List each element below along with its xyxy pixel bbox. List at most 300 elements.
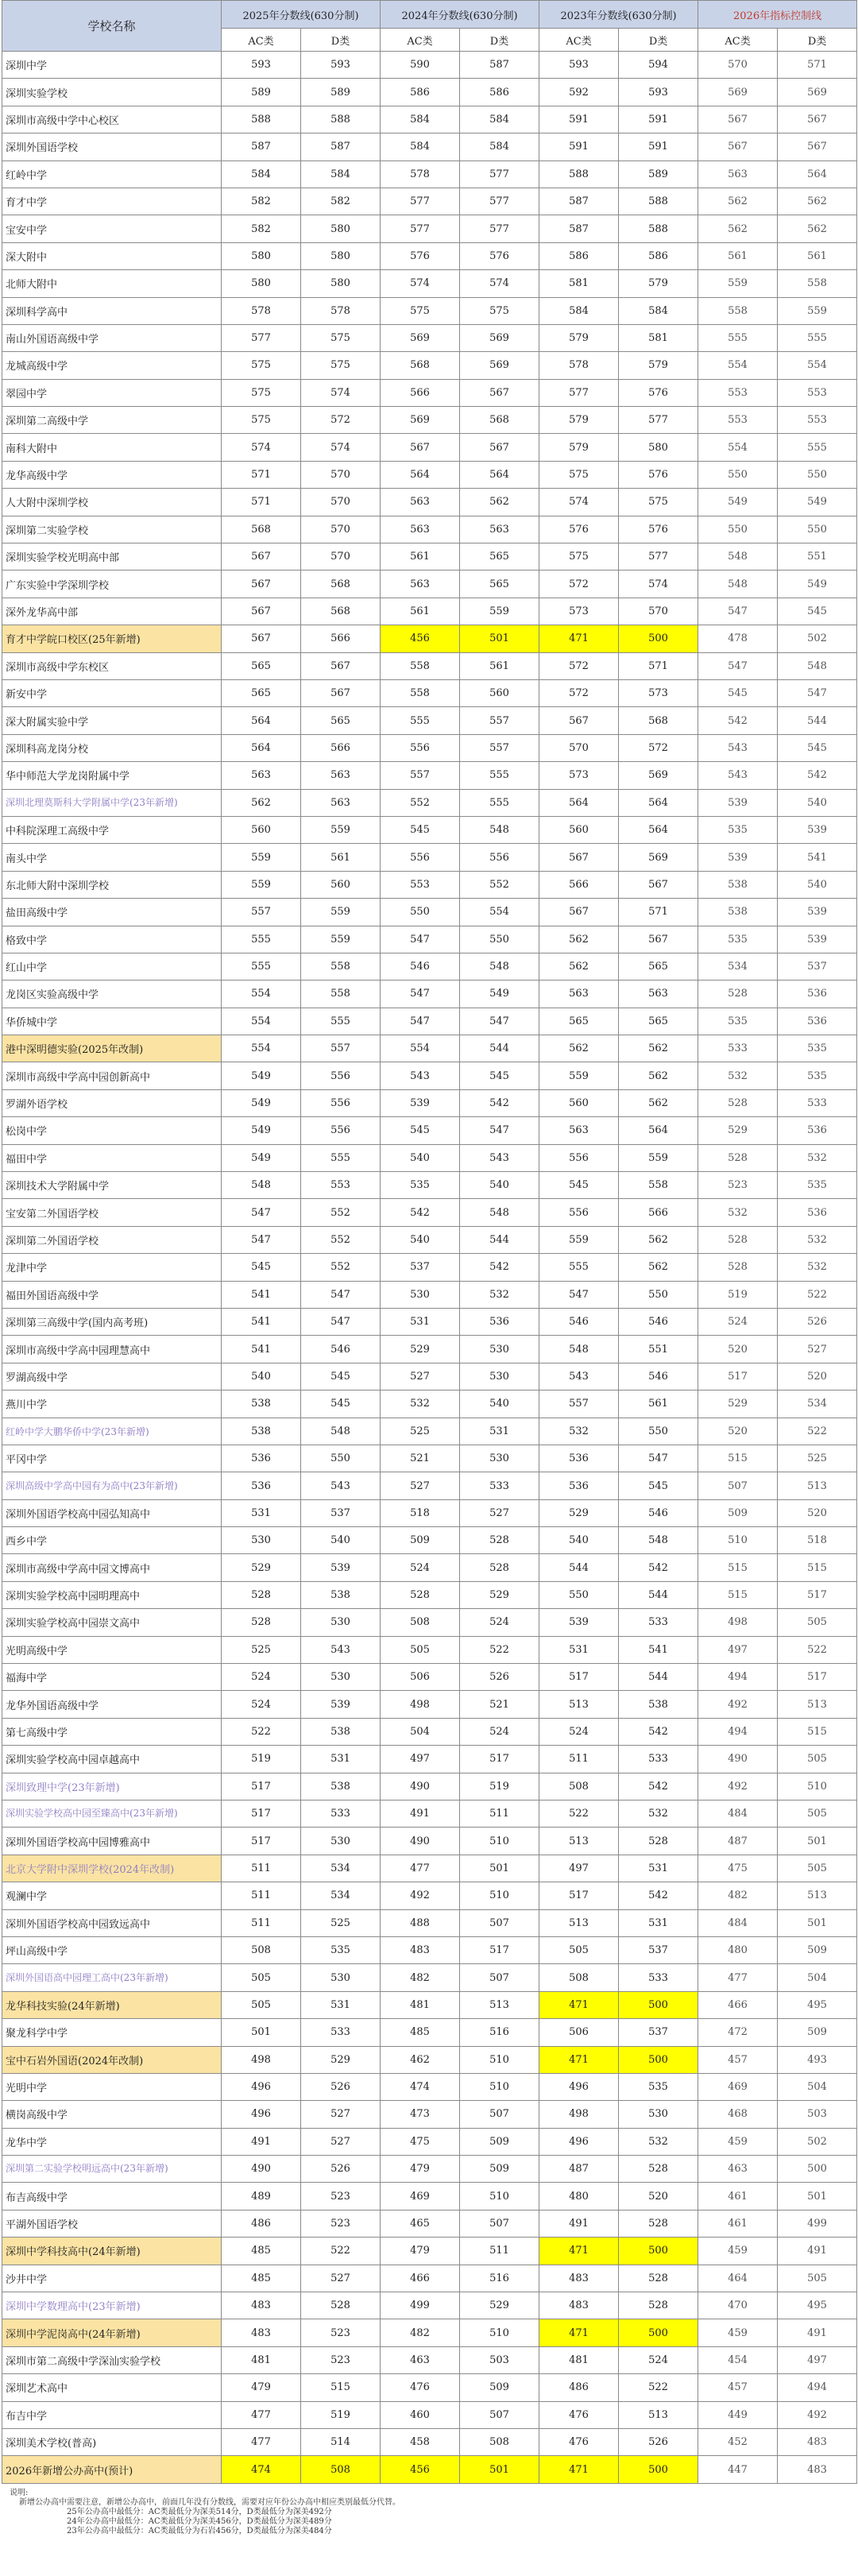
score-cell: 522 (619, 2374, 698, 2401)
score-cell: 589 (619, 161, 698, 188)
table-row (2, 215, 857, 242)
score-cell: 569 (460, 352, 539, 379)
score-cell: 558 (301, 981, 381, 1008)
score-cell: 504 (381, 1718, 460, 1745)
score-cell: 530 (301, 1964, 381, 1991)
score-cell: 493 (778, 2046, 857, 2073)
score-cell: 530 (222, 1527, 301, 1554)
table-row (2, 1718, 857, 1745)
score-cell: 577 (460, 188, 539, 215)
score-cell: 530 (301, 1828, 381, 1855)
score-cell: 568 (619, 707, 698, 734)
subheader-d: D类 (619, 29, 698, 52)
score-cell: 566 (381, 379, 460, 406)
score-cell: 510 (778, 1773, 857, 1800)
score-cell: 575 (381, 297, 460, 324)
score-cell: 498 (539, 2101, 619, 2128)
score-cell: 548 (698, 571, 778, 598)
score-cell: 587 (222, 133, 301, 161)
score-cell: 574 (539, 489, 619, 516)
score-cell: 527 (778, 1336, 857, 1363)
school-name-cell: 华中师范大学龙岗附属中学 (2, 762, 222, 789)
school-name-cell: 翠园中学 (2, 379, 222, 406)
score-cell: 533 (778, 1089, 857, 1116)
score-cell: 479 (381, 2238, 460, 2265)
score-cell: 479 (381, 2156, 460, 2183)
score-cell: 594 (619, 52, 698, 79)
score-cell: 571 (778, 52, 857, 79)
score-cell: 531 (460, 1418, 539, 1445)
score-cell: 547 (460, 1117, 539, 1144)
score-cell: 498 (222, 2046, 301, 2073)
school-name-cell: 深圳实验学校高中园至臻高中(23年新增) (2, 1800, 222, 1828)
score-cell: 517 (778, 1581, 857, 1608)
score-cell: 560 (539, 1089, 619, 1116)
subheader-ac: AC类 (222, 29, 301, 52)
score-cell: 475 (381, 2128, 460, 2155)
school-name-cell: 广东实验中学深圳学校 (2, 571, 222, 598)
score-cell: 511 (460, 2238, 539, 2265)
score-cell: 547 (301, 1281, 381, 1308)
table-row (2, 1527, 857, 1554)
school-name-cell: 宝安中学 (2, 215, 222, 242)
score-cell: 549 (778, 489, 857, 516)
table-row (2, 2183, 857, 2210)
score-cell: 570 (698, 52, 778, 79)
score-cell: 555 (778, 324, 857, 351)
score-cell: 538 (301, 1581, 381, 1608)
table-row (2, 2073, 857, 2100)
school-name-cell: 龙华科技实验(24年新增) (2, 1991, 222, 2018)
notes-section (0, 2484, 858, 2536)
table-row (2, 2101, 857, 2128)
score-cell: 499 (778, 2210, 857, 2237)
score-cell: 465 (381, 2210, 460, 2237)
score-cell: 532 (539, 1418, 619, 1445)
score-cell: 554 (698, 352, 778, 379)
score-cell: 552 (301, 1226, 381, 1253)
score-cell: 532 (381, 1390, 460, 1418)
score-cell: 552 (301, 1254, 381, 1281)
score-cell: 561 (381, 543, 460, 571)
school-name-cell: 平冈中学 (2, 1445, 222, 1472)
score-cell: 471 (539, 2046, 619, 2073)
score-cell: 549 (222, 1062, 301, 1089)
score-cell: 501 (778, 1909, 857, 1936)
score-cell: 584 (619, 297, 698, 324)
school-name-cell: 南科大附中 (2, 434, 222, 461)
score-cell: 517 (222, 1828, 301, 1855)
score-cell: 555 (301, 1144, 381, 1171)
school-name-cell: 深圳中学泥岗高中(24年新增) (2, 2319, 222, 2346)
score-cell: 522 (539, 1800, 619, 1828)
table-row (2, 2238, 857, 2265)
score-cell: 550 (301, 1445, 381, 1472)
score-cell: 471 (539, 2319, 619, 2346)
score-cell: 496 (539, 2073, 619, 2100)
score-cell: 474 (381, 2073, 460, 2100)
score-cell: 555 (460, 762, 539, 789)
score-cell: 535 (381, 1172, 460, 1199)
score-cell: 565 (460, 543, 539, 571)
score-cell: 563 (460, 516, 539, 543)
score-cell: 591 (619, 106, 698, 133)
score-cell: 535 (698, 926, 778, 953)
score-cell: 579 (539, 407, 619, 434)
score-cell: 566 (539, 871, 619, 898)
score-cell: 461 (698, 2210, 778, 2237)
school-name-cell: 福田外国语高级中学 (2, 1281, 222, 1308)
score-cell: 531 (222, 1499, 301, 1526)
score-cell: 535 (619, 2073, 698, 2100)
notes-line: 新增公办高中需要注意，新增公办高中，前面几年没有分数线，需要对应年份公办高中相应类别最低分代替。 (19, 2497, 400, 2507)
score-cell: 593 (301, 52, 381, 79)
school-name-cell: 深圳第二实验学校 (2, 516, 222, 543)
score-cell: 515 (698, 1445, 778, 1472)
score-cell: 562 (778, 188, 857, 215)
score-cell: 492 (778, 2401, 857, 2428)
score-cell: 531 (539, 1636, 619, 1663)
score-cell: 531 (619, 1909, 698, 1936)
score-cell: 563 (301, 762, 381, 789)
score-cell: 507 (698, 1472, 778, 1499)
score-cell: 540 (301, 1527, 381, 1554)
score-cell: 559 (301, 899, 381, 926)
school-name-header: 学校名称 (2, 1, 222, 52)
score-cell: 482 (381, 2319, 460, 2346)
score-cell: 578 (222, 297, 301, 324)
score-cell: 543 (301, 1636, 381, 1663)
school-name-cell: 盐田高级中学 (2, 899, 222, 926)
score-cell: 482 (698, 1882, 778, 1909)
school-name-cell: 深圳市第二高级中学深汕实验学校 (2, 2346, 222, 2373)
score-cell: 513 (539, 1691, 619, 1718)
score-cell: 533 (619, 1609, 698, 1636)
table-row (2, 2292, 857, 2319)
score-cell: 508 (460, 2428, 539, 2455)
score-cell: 575 (539, 461, 619, 488)
score-cell: 561 (301, 844, 381, 871)
score-cell: 510 (460, 2319, 539, 2346)
score-cell: 476 (539, 2401, 619, 2428)
score-cell: 577 (619, 543, 698, 571)
score-cell: 501 (222, 2019, 301, 2046)
score-cell: 487 (539, 2156, 619, 2183)
score-cell: 477 (381, 1855, 460, 1882)
score-cell: 491 (381, 1800, 460, 1828)
score-cell: 517 (460, 1746, 539, 1773)
score-cell: 484 (698, 1800, 778, 1828)
score-cell: 501 (778, 2183, 857, 2210)
score-cell: 547 (698, 652, 778, 679)
score-cell: 556 (539, 1144, 619, 1171)
score-cell: 517 (698, 1363, 778, 1390)
table-row (2, 1418, 857, 1445)
score-cell: 556 (539, 1199, 619, 1226)
score-cell: 556 (301, 1117, 381, 1144)
score-cell: 540 (539, 1527, 619, 1554)
score-cell: 587 (539, 188, 619, 215)
score-cell: 534 (778, 1390, 857, 1418)
table-row (2, 1281, 857, 1308)
score-cell: 532 (778, 1254, 857, 1281)
score-cell: 549 (222, 1117, 301, 1144)
score-cell: 547 (539, 1281, 619, 1308)
table-row (2, 543, 857, 571)
score-cell: 498 (381, 1691, 460, 1718)
notes-line: 23年公办高中最低分：AC类最低分为石岩456分，D类最低分为深美484分 (67, 2526, 332, 2535)
score-cell: 461 (698, 2183, 778, 2210)
school-name-cell: 南山外国语高级中学 (2, 324, 222, 351)
score-cell: 536 (460, 1308, 539, 1335)
score-cell: 563 (301, 789, 381, 816)
score-cell: 544 (460, 1226, 539, 1253)
table-row (2, 953, 857, 980)
score-cell: 546 (301, 1336, 381, 1363)
score-cell: 584 (381, 106, 460, 133)
school-name-cell: 南头中学 (2, 844, 222, 871)
score-cell: 513 (539, 1909, 619, 1936)
score-cell: 527 (460, 1499, 539, 1526)
school-name-cell: 深圳艺术高中 (2, 2374, 222, 2401)
score-cell: 528 (381, 1581, 460, 1608)
score-cell: 567 (460, 379, 539, 406)
score-cell: 477 (222, 2401, 301, 2428)
table-row (2, 1172, 857, 1199)
school-name-cell: 光明中学 (2, 2073, 222, 2100)
score-cell: 521 (460, 1691, 539, 1718)
school-name-cell: 深圳第二外国语学校 (2, 1226, 222, 1253)
table-row (2, 1226, 857, 1253)
school-name-cell: 深圳市高级中学高中园理慧高中 (2, 1336, 222, 1363)
score-cell: 550 (619, 1418, 698, 1445)
score-cell: 537 (619, 1936, 698, 1963)
score-cell: 496 (539, 2128, 619, 2155)
score-cell: 492 (381, 1882, 460, 1909)
score-cell: 545 (381, 1117, 460, 1144)
score-cell: 536 (778, 1117, 857, 1144)
score-cell: 579 (539, 324, 619, 351)
score-cell: 584 (460, 106, 539, 133)
score-cell: 576 (381, 242, 460, 269)
score-cell: 509 (460, 2156, 539, 2183)
score-cell: 570 (619, 598, 698, 625)
table-row (2, 324, 857, 351)
table-row (2, 679, 857, 706)
score-cell: 576 (539, 516, 619, 543)
score-cell: 567 (460, 434, 539, 461)
score-cell: 557 (460, 734, 539, 761)
score-cell: 519 (222, 1746, 301, 1773)
score-cell: 555 (539, 1254, 619, 1281)
school-name-cell: 深圳市高级中学中心校区 (2, 106, 222, 133)
score-cell: 536 (778, 1008, 857, 1035)
score-cell: 547 (381, 981, 460, 1008)
subheader-ac: AC类 (381, 29, 460, 52)
score-cell: 545 (698, 679, 778, 706)
score-cell: 523 (301, 2183, 381, 2210)
score-cell: 484 (698, 1909, 778, 1936)
score-cell: 556 (301, 1062, 381, 1089)
score-cell: 563 (381, 571, 460, 598)
school-name-cell: 龙岗区实验高级中学 (2, 981, 222, 1008)
score-cell: 477 (222, 2428, 301, 2455)
score-cell: 565 (222, 652, 301, 679)
score-cell: 549 (222, 1089, 301, 1116)
score-cell: 557 (222, 899, 301, 926)
score-cell: 511 (460, 1800, 539, 1828)
score-cell: 525 (301, 1909, 381, 1936)
score-cell: 574 (301, 434, 381, 461)
score-cell: 584 (301, 161, 381, 188)
table-row (2, 270, 857, 297)
table-row (2, 106, 857, 133)
year-2024-header: 2024年分数线(630分制) (381, 1, 539, 29)
score-cell: 529 (222, 1554, 301, 1581)
score-cell: 522 (778, 1636, 857, 1663)
score-cell: 563 (539, 981, 619, 1008)
score-cell: 500 (778, 2156, 857, 2183)
score-cell: 532 (778, 1144, 857, 1171)
score-cell: 521 (381, 1445, 460, 1472)
table-row (2, 379, 857, 406)
table-row (2, 1664, 857, 1691)
score-cell: 567 (778, 133, 857, 161)
school-name-cell: 深圳中学 (2, 52, 222, 79)
score-cell: 501 (778, 1828, 857, 1855)
notes-line: 25年公办高中最低分：AC类最低分为深美514分，D类最低分为深美492分 (67, 2507, 332, 2516)
score-cell: 549 (460, 981, 539, 1008)
table-row (2, 926, 857, 953)
score-cell: 510 (460, 1882, 539, 1909)
table-row (2, 1991, 857, 2018)
table-row (2, 571, 857, 598)
school-name-cell: 深圳外国语学校 (2, 133, 222, 161)
score-cell: 511 (222, 1882, 301, 1909)
score-cell: 533 (301, 2019, 381, 2046)
score-cell: 580 (222, 242, 301, 269)
score-cell: 584 (222, 161, 301, 188)
score-cell: 554 (698, 434, 778, 461)
score-cell: 559 (539, 1226, 619, 1253)
score-cell: 504 (778, 2073, 857, 2100)
score-cell: 542 (778, 762, 857, 789)
score-cell: 580 (301, 270, 381, 297)
score-cell: 517 (539, 1664, 619, 1691)
score-cell: 562 (539, 953, 619, 980)
score-cell: 490 (381, 1828, 460, 1855)
score-cell: 526 (301, 2073, 381, 2100)
table-row (2, 625, 857, 652)
score-cell: 505 (381, 1636, 460, 1663)
table-row (2, 1089, 857, 1116)
score-cell: 528 (698, 981, 778, 1008)
school-name-cell: 龙城高级中学 (2, 352, 222, 379)
score-cell: 541 (222, 1308, 301, 1335)
table-row (2, 1691, 857, 1718)
score-cell: 547 (222, 1226, 301, 1253)
school-name-cell: 北师大附中 (2, 270, 222, 297)
score-cell: 500 (619, 2456, 698, 2483)
score-cell: 559 (301, 816, 381, 843)
score-cell: 530 (460, 1445, 539, 1472)
score-cell: 563 (698, 161, 778, 188)
score-cell: 535 (778, 1172, 857, 1199)
table-row (2, 461, 857, 488)
score-cell: 548 (460, 816, 539, 843)
school-name-cell: 深圳实验学校高中园卓越高中 (2, 1746, 222, 1773)
score-cell: 543 (539, 1363, 619, 1390)
score-cell: 556 (381, 844, 460, 871)
score-cell: 515 (301, 2374, 381, 2401)
score-cell: 536 (539, 1472, 619, 1499)
score-cell: 456 (381, 2456, 460, 2483)
subheader-ac: AC类 (698, 29, 778, 52)
score-cell: 539 (778, 926, 857, 953)
score-cell: 548 (619, 1527, 698, 1554)
score-cell: 507 (460, 2210, 539, 2237)
score-cell: 568 (301, 571, 381, 598)
score-cell: 557 (301, 1035, 381, 1062)
score-cell: 535 (778, 1062, 857, 1089)
score-cell: 523 (301, 2346, 381, 2373)
score-cell: 509 (778, 1936, 857, 1963)
score-cell: 545 (460, 1062, 539, 1089)
table-row (2, 1554, 857, 1581)
score-cell: 580 (222, 270, 301, 297)
score-cell: 550 (539, 1581, 619, 1608)
score-cell: 582 (301, 188, 381, 215)
school-name-cell: 深圳北理莫斯科大学附属中学(23年新增) (2, 789, 222, 816)
score-cell: 572 (539, 679, 619, 706)
score-cell: 522 (460, 1636, 539, 1663)
score-cell: 577 (619, 407, 698, 434)
table-row (2, 1581, 857, 1608)
score-cell: 568 (301, 598, 381, 625)
score-cell: 577 (539, 379, 619, 406)
score-cell: 565 (539, 1008, 619, 1035)
score-cell: 528 (619, 2292, 698, 2319)
score-cell: 528 (460, 1527, 539, 1554)
score-cell: 540 (778, 871, 857, 898)
score-cell: 486 (539, 2374, 619, 2401)
score-cell: 567 (539, 899, 619, 926)
score-cell: 570 (539, 734, 619, 761)
score-cell: 533 (619, 1746, 698, 1773)
score-cell: 547 (460, 1008, 539, 1035)
score-cell: 500 (619, 2319, 698, 2346)
score-cell: 530 (381, 1281, 460, 1308)
school-name-cell: 深圳第三高级中学(国内高考班) (2, 1308, 222, 1335)
score-cell: 481 (539, 2346, 619, 2373)
score-cell: 545 (778, 734, 857, 761)
score-cell: 564 (619, 816, 698, 843)
score-cell: 554 (381, 1035, 460, 1062)
score-cell: 485 (222, 2265, 301, 2292)
score-cell: 546 (619, 1308, 698, 1335)
score-cell: 581 (539, 270, 619, 297)
score-cell: 528 (619, 2210, 698, 2237)
table-row (2, 2128, 857, 2155)
score-cell: 540 (460, 1390, 539, 1418)
score-cell: 470 (698, 2292, 778, 2319)
score-cell: 504 (778, 1964, 857, 1991)
school-name-cell: 华侨城中学 (2, 1008, 222, 1035)
school-name-cell: 坪山高级中学 (2, 1936, 222, 1963)
score-cell: 525 (222, 1636, 301, 1663)
score-cell: 538 (222, 1418, 301, 1445)
score-cell: 576 (619, 461, 698, 488)
